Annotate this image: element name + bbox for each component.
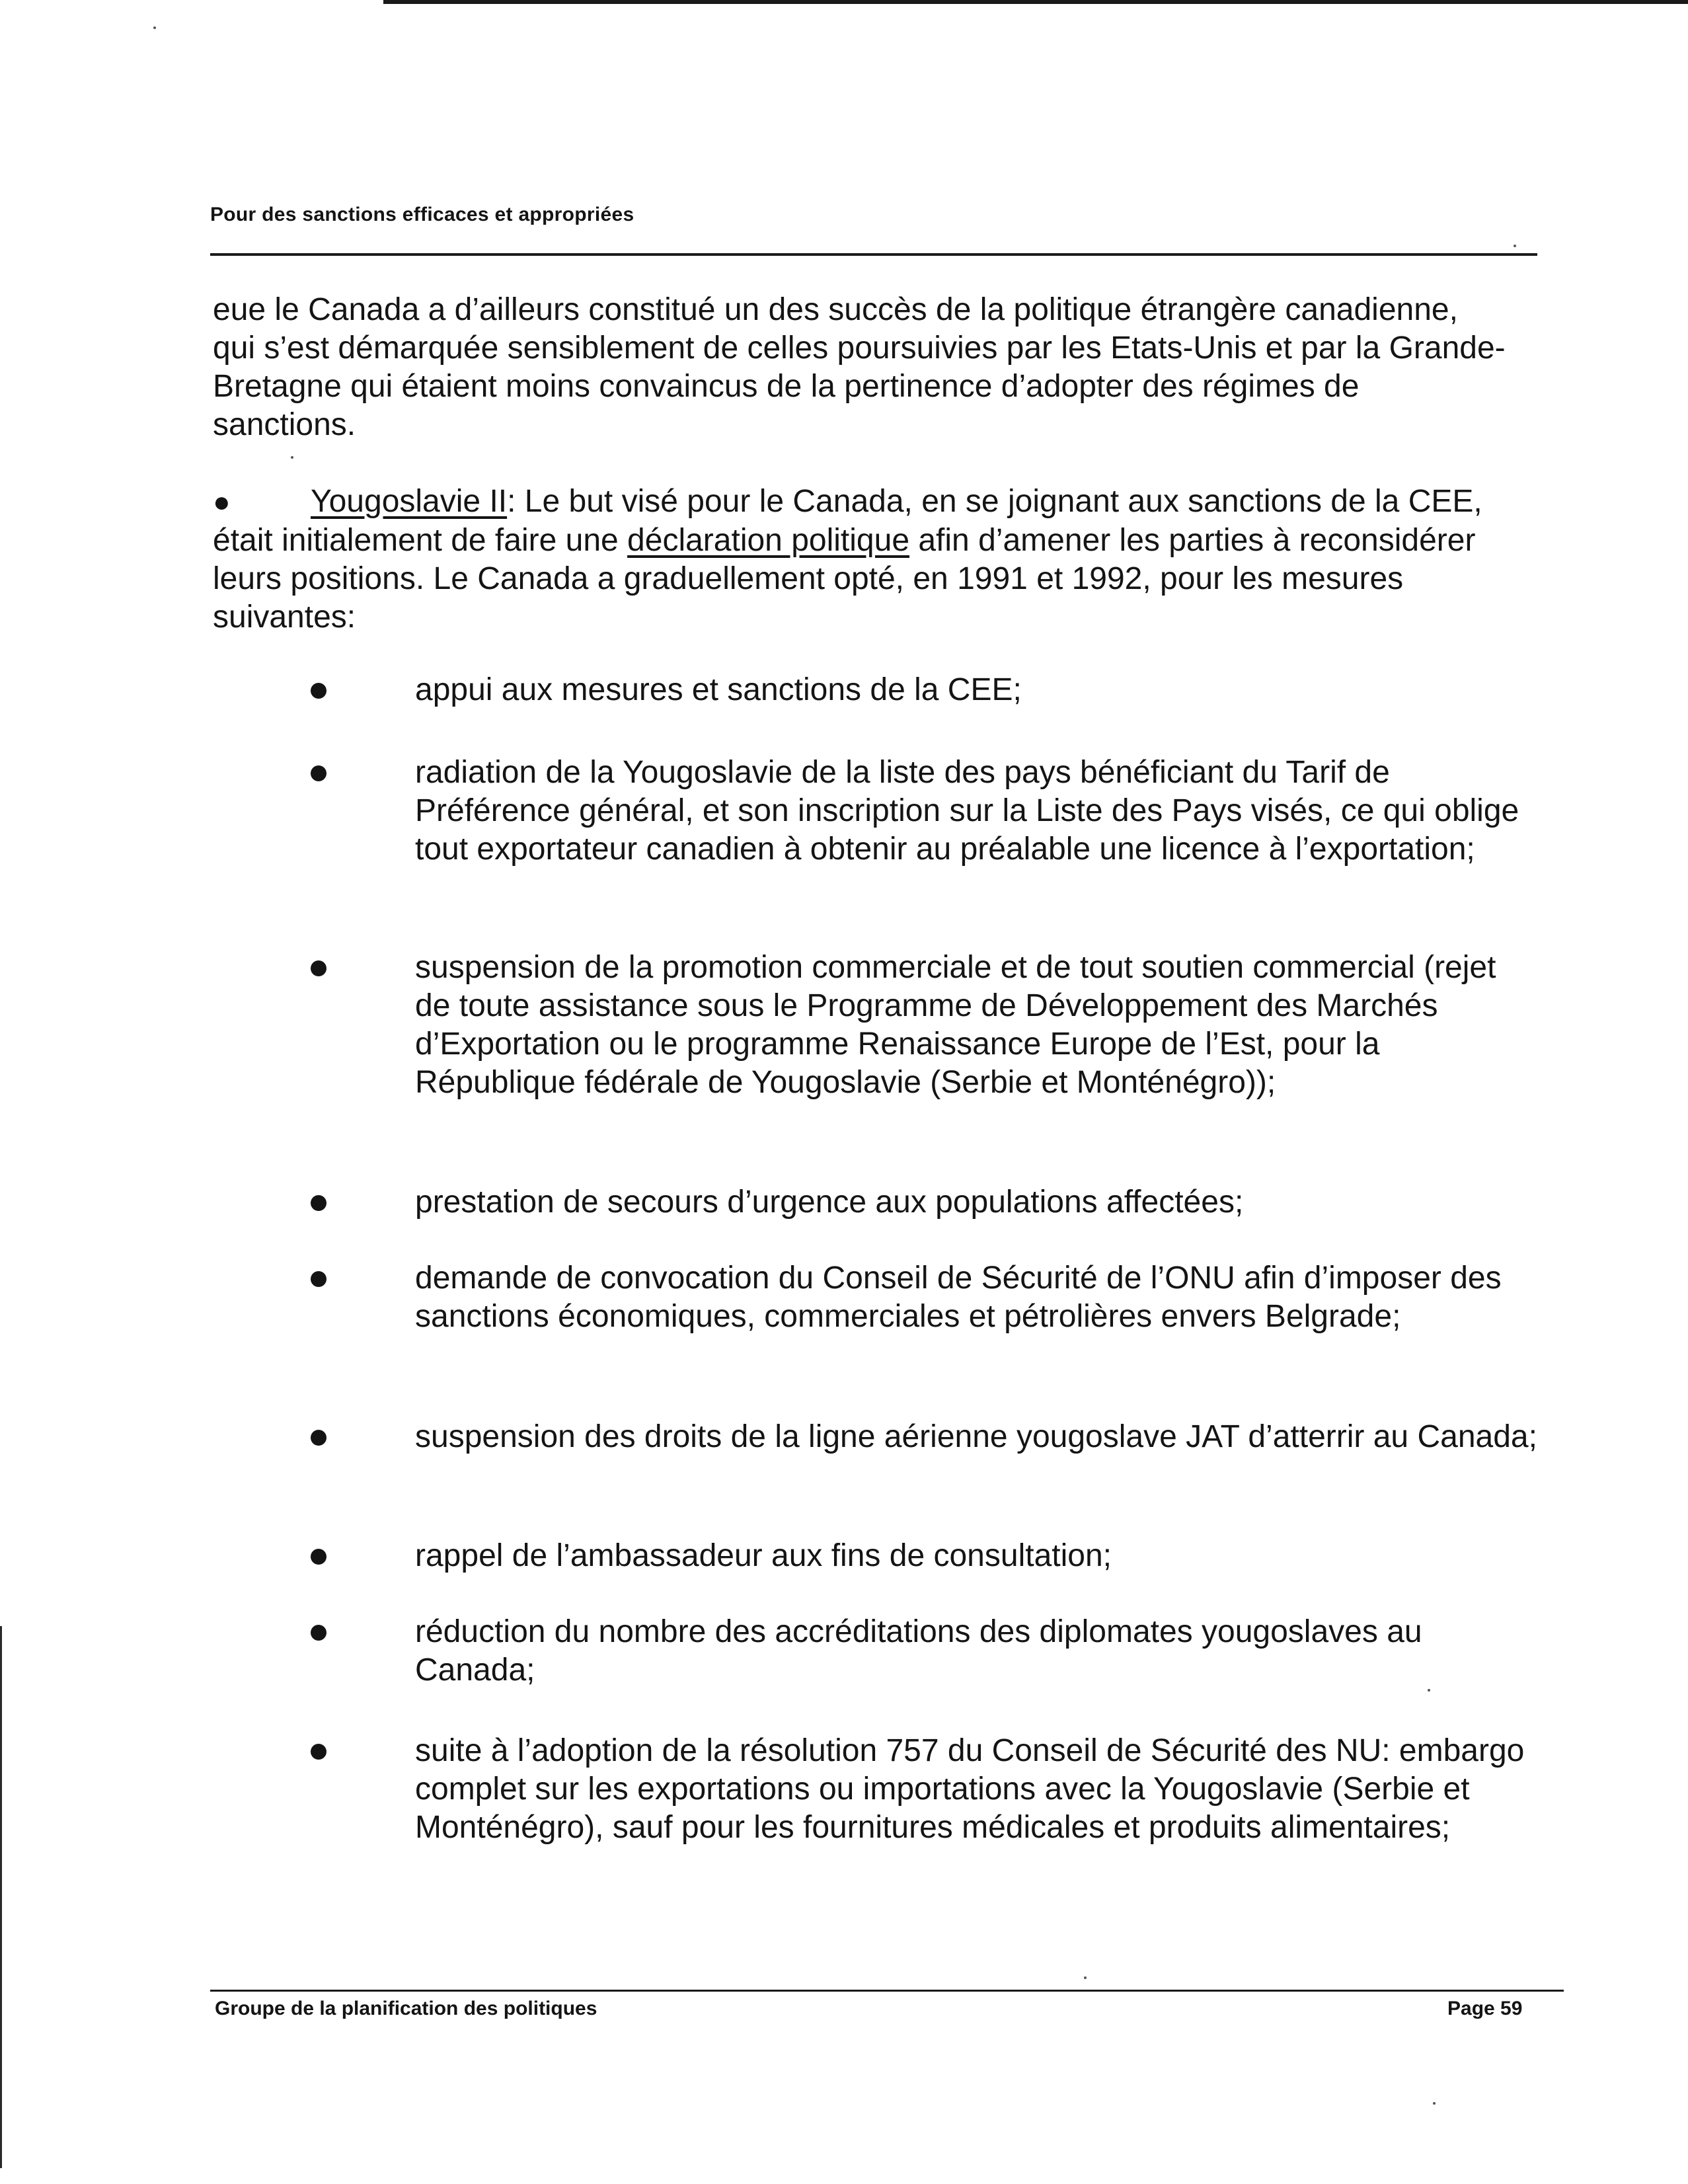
footer-department: Groupe de la planification des politiques <box>215 1998 597 2019</box>
footer-rule <box>210 1990 1564 1992</box>
running-header: Pour des sanctions efficaces et appropriées <box>210 204 634 225</box>
page-number: Page 59 <box>1447 1998 1523 2019</box>
list-item-text: radiation de la Yougoslavie de la liste des pays bénéficiant du Tarif de Préférence général, et son inscription sur la Liste des Pays visés, ce qui oblige tout exportateur canadien à obtenir au préalable une licence à l’exportation; <box>415 755 1519 867</box>
bullet-icon <box>311 1271 326 1287</box>
bullet-icon <box>311 1195 326 1211</box>
paragraph-text-a: : Le but visé pour le Canada, en se joignant aux sanctions de la CEE, était initialement de faire une <box>213 484 1482 558</box>
list-item-text: réduction du nombre des accréditations des diplomates yougoslaves au Canada; <box>415 1614 1422 1688</box>
bullet-icon <box>311 765 326 781</box>
scan-speck <box>1433 2102 1436 2105</box>
paragraph-continuation: eue le Canada a d’ailleurs constitué un des succès de la politique étrangère canadienne, qui s’est démarquée sensiblement de celles poursuivies par les Etats-Unis et par la Grande-Bretagne qui étaient moins convaincus de la pertinence d’adopter des régimes de sanctions. <box>213 292 1506 442</box>
paragraph-text-b: afin d’amener les parties à reconsidérer leurs positions. Le Canada a graduellement opté, en 1991 et 1992, pour les mesures suivantes: <box>213 523 1476 635</box>
bullet-icon <box>311 1744 326 1760</box>
scan-speck <box>1514 245 1516 247</box>
section-heading: Yougoslavie II <box>311 484 508 519</box>
bullet-icon <box>311 1549 326 1565</box>
list-item-text: appui aux mesures et sanctions de la CEE; <box>415 672 1022 707</box>
list-item-text: suspension des droits de la ligne aérienne yougoslave JAT d’atterrir au Canada; <box>415 1419 1537 1454</box>
list-item-text: suite à l’adoption de la résolution 757 du Conseil de Sécurité des NU: embargo complet sur les exportations ou importations avec la Yougoslavie (Serbie et Monténégro), sauf pour les fournitures médicales et produits alimentaires; <box>415 1733 1525 1845</box>
scan-speck <box>1428 1689 1430 1692</box>
bullet-icon <box>311 683 326 699</box>
underlined-phrase: déclaration politique <box>627 523 910 558</box>
bullet-icon <box>311 1430 326 1446</box>
bullet-icon <box>311 960 326 976</box>
list-item-text: rappel de l’ambassadeur aux fins de consultation; <box>415 1538 1112 1573</box>
scan-speck <box>1084 1976 1087 1979</box>
bullet-icon <box>311 1625 326 1641</box>
list-item-text: prestation de secours d’urgence aux populations affectées; <box>415 1185 1244 1220</box>
list-item-text: demande de convocation du Conseil de Sécurité de l’ONU afin d’imposer des sanctions économiques, commerciales et pétrolières envers Belgrade; <box>415 1261 1502 1334</box>
bullet-icon: ● <box>213 486 231 518</box>
scan-speck <box>153 26 156 29</box>
scan-speck <box>291 456 293 459</box>
list-item-text: suspension de la promotion commerciale et de tout soutien commercial (rejet de toute assistance sous le Programme de Développement des Marchés d’Exportation ou le programme Renaissance Europe de l’Est, pour la République fédérale de Yougoslavie (Serbie et Monténégro)); <box>415 950 1496 1100</box>
